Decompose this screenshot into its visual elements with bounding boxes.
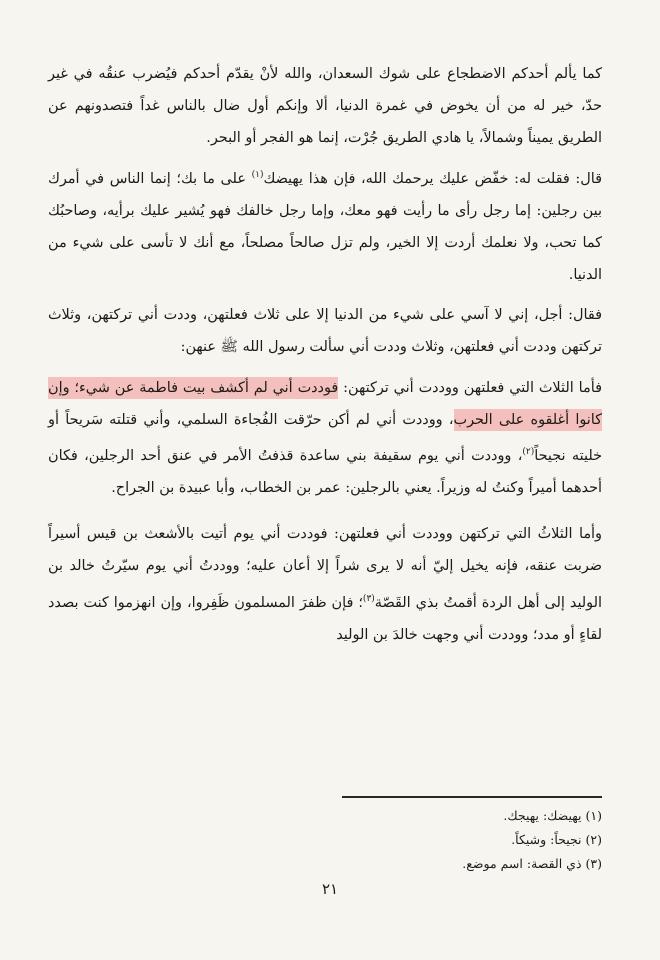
paragraph-1 [48, 58, 602, 155]
paragraph-4 [48, 372, 602, 505]
paragraph-4-text-b: ، ووددت أني لم أكن حرّقت الفُجاءة السلمي، وأني قتلته سَريحاً أو خليته نجيحاً [48, 411, 602, 464]
paragraph-3-text: فقال: أجل، إني لا آسي على شيء من الدنيا إلا على ثلاث فعلتهن، وددت أني تركتهن، وثلاث تركتهن وددت أني فعلتهن، وثلاث وددت أني سألت رسول الله ﷺ عنهن: [48, 307, 602, 356]
paragraph-4-text-c: ، ووددت أني يوم سقيفة بني ساعدة قذفتُ الأمر في عنق أحد الرجلين، فكان أحدهما أميراً وكنتُ له وزيراً. يعني بالرجلين: عمر بن الخطاب، وأبا عبيدة بن الجراح. [48, 447, 602, 497]
highlighted-passage: فوددت أني لم أكشف بيت فاطمة عن شيء؛ وإن كانوا أغلقوه على الحرب [48, 377, 602, 431]
paragraph-3 [48, 299, 602, 363]
footnote-divider [342, 796, 602, 798]
paragraph-5 [48, 518, 602, 651]
footnote-2: (٢) نجيحاً: وشيكاً. [511, 832, 602, 847]
page-number: ٢١ [321, 880, 339, 898]
main-text [48, 58, 602, 651]
paragraph-2-text-a: قال: فقلت له: خفّض عليك يرحمك الله، فإن هذا يهيضك [263, 170, 602, 187]
paragraph-2 [48, 159, 602, 292]
paragraph-4-text-a: فأما الثلاث التي فعلتهن ووددت أني تركتهن: [338, 379, 602, 396]
footnote-ref-3[interactable]: (٣) [362, 593, 375, 604]
footnotes [302, 804, 602, 876]
footnote-3: (٣) ذي القصة: اسم موضع. [462, 856, 602, 871]
paragraph-5-text-b: ؛ فإن ظفرَ المسلمون ظَفِروا، وإن انهزموا كنت بصدد لقاءٍ أو مدد؛ ووددت أني وجهت خالدَ بن الوليد [48, 594, 602, 643]
footnote-1: (١) يهيضك: يهيجك. [503, 808, 602, 823]
paragraph-5-text-a: وأما الثلاثُ التي تركتهن ووددت أني فعلتهن: فوددت أني يوم أتيت بالأشعث بن قيس أسيراً ضربت عنقه، فإنه يخيل إليّ أنه لا يرى شراً إلا أعان عليه؛ ووددتُ أني يوم سيّرتُ خالد بن الوليد إلى أهل الردة أقمتُ بذي القَصّة [48, 526, 602, 611]
paragraph-2-text-b: على ما بك؛ إنما الناس في أمرك بين رجلين: إما رجل رأى ما رأيت فهو معك، وإما رجل خالفك فهو يُشير عليك برأيه، وصاحبُك كما تحب، ولا نعلمك أردت إلا الخير، ولم تزل صالحاً مصلحاً، مع أنك لا تأسى على شيء من الدنيا. [48, 170, 602, 284]
footnote-ref-2[interactable]: (٢) [522, 447, 535, 458]
footnote-ref-1[interactable]: (١) [251, 169, 264, 180]
paragraph-1-text: كما يألم أحدكم الاضطجاع على شوك السعدان، والله لأنْ يقدّم أحدكم فيُضرب عنقُه في غير حدّ، خير له من أن يخوض في غمرة الدنيا، ألا وإنكم أول ضال بالناس غداً فتصدونهم عن الطريق يميناً وشمالاً، يا هادي الطريق جُرْت، إنما هو الفجر أو البحر. [48, 66, 602, 147]
